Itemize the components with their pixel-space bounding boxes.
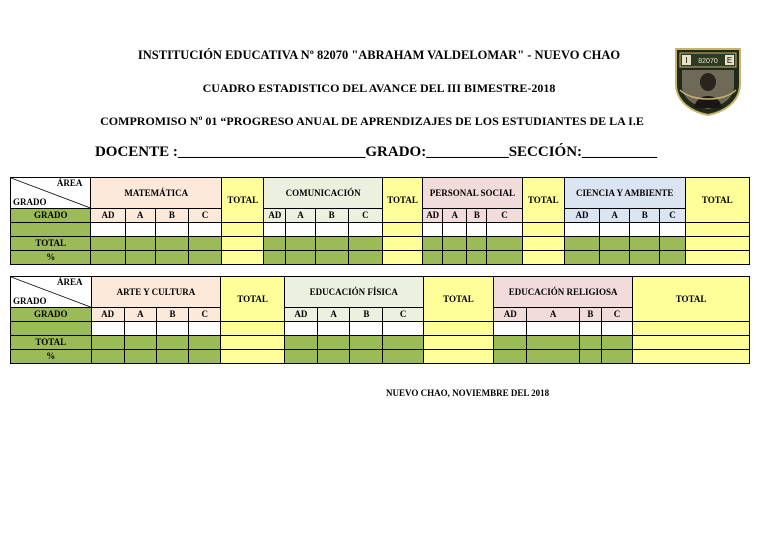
table-cell bbox=[11, 223, 91, 237]
total-header: TOTAL bbox=[423, 277, 493, 322]
table-row-total bbox=[11, 336, 750, 350]
grade-header: GRADO bbox=[11, 209, 91, 223]
table-cell bbox=[318, 350, 350, 364]
table-cell bbox=[527, 322, 579, 336]
table-cell bbox=[11, 322, 92, 336]
level-header: C bbox=[383, 308, 423, 322]
area-grade-corner bbox=[11, 178, 91, 209]
table-cell bbox=[155, 223, 188, 237]
table-cell bbox=[685, 223, 749, 237]
logo-letter-right: E bbox=[726, 56, 733, 65]
table-cell bbox=[315, 251, 348, 265]
table-cell bbox=[423, 223, 443, 237]
table-cell bbox=[630, 223, 660, 237]
table-cell bbox=[467, 223, 487, 237]
level-header: AD bbox=[564, 209, 599, 223]
table-cell bbox=[189, 350, 221, 364]
table-cell bbox=[443, 237, 467, 251]
table-cell bbox=[600, 237, 630, 251]
table-cell bbox=[660, 237, 685, 251]
logo-letter-left: I bbox=[685, 56, 688, 65]
table-cell bbox=[660, 223, 685, 237]
subject-header: PERSONAL SOCIAL bbox=[423, 178, 523, 209]
level-header: B bbox=[315, 209, 348, 223]
level-header: B bbox=[630, 209, 660, 223]
table-cell bbox=[382, 237, 422, 251]
table-cell bbox=[423, 350, 493, 364]
table-cell bbox=[350, 322, 383, 336]
area-grade-corner bbox=[11, 277, 92, 308]
level-header: B bbox=[467, 209, 487, 223]
table-cell bbox=[91, 350, 124, 364]
school-logo bbox=[672, 46, 744, 116]
table-cell bbox=[284, 336, 317, 350]
area-label: ÁREA bbox=[56, 178, 83, 188]
table-cell bbox=[188, 223, 221, 237]
table-cell bbox=[600, 223, 630, 237]
level-header: C bbox=[601, 308, 632, 322]
table-cell bbox=[350, 350, 383, 364]
table-cell bbox=[522, 237, 564, 251]
table-cell bbox=[527, 336, 579, 350]
table-cell bbox=[630, 237, 660, 251]
table-cell bbox=[91, 322, 124, 336]
area-label: ÁREA bbox=[57, 277, 83, 287]
table-cell bbox=[124, 322, 156, 336]
table-cell bbox=[221, 350, 284, 364]
table-cell bbox=[494, 350, 527, 364]
table-cell bbox=[156, 350, 188, 364]
level-header: AD bbox=[264, 209, 286, 223]
table-cell bbox=[382, 251, 422, 265]
table-cell bbox=[601, 336, 632, 350]
level-header: C bbox=[660, 209, 685, 223]
table-cell bbox=[579, 350, 601, 364]
table-row bbox=[11, 322, 750, 336]
total-row-label: TOTAL bbox=[11, 336, 92, 350]
table-cell bbox=[125, 223, 155, 237]
level-header: C bbox=[188, 209, 221, 223]
table-cell bbox=[660, 251, 685, 265]
table-cell bbox=[467, 251, 487, 265]
total-header: TOTAL bbox=[382, 178, 422, 223]
level-header: A bbox=[286, 209, 315, 223]
table-cell bbox=[522, 251, 564, 265]
total-header: TOTAL bbox=[522, 178, 564, 223]
table-cell bbox=[189, 336, 221, 350]
table-cell bbox=[579, 336, 601, 350]
level-header: B bbox=[350, 308, 383, 322]
table-cell bbox=[564, 237, 599, 251]
table-cell bbox=[221, 322, 284, 336]
table-cell bbox=[156, 336, 188, 350]
level-header: AD bbox=[494, 308, 527, 322]
table-cell bbox=[318, 336, 350, 350]
subject-header: EDUCACIÓN RELIGIOSA bbox=[494, 277, 633, 308]
total-row-label: TOTAL bbox=[11, 237, 91, 251]
grade-header: GRADO bbox=[11, 308, 92, 322]
teacher-grade-section-line: DOCENTE :_________________________GRADO:___________SECCIÓN:__________ bbox=[94, 144, 658, 160]
level-header: A bbox=[443, 209, 467, 223]
table-row bbox=[11, 223, 750, 237]
table-row-total bbox=[11, 237, 750, 251]
table-cell bbox=[284, 322, 317, 336]
subject-header: ARTE Y CULTURA bbox=[91, 277, 221, 308]
percent-row-label: % bbox=[11, 350, 92, 364]
subject-header: CIENCIA Y AMBIENTE bbox=[564, 178, 685, 209]
total-header: TOTAL bbox=[685, 178, 749, 223]
table-cell bbox=[348, 237, 382, 251]
table-cell bbox=[286, 223, 315, 237]
table-cell bbox=[487, 223, 522, 237]
table-cell bbox=[286, 237, 315, 251]
report-title: CUADRO ESTADISTICO DEL AVANCE DEL III BIMESTRE-2018 bbox=[202, 81, 556, 95]
table-cell bbox=[564, 251, 599, 265]
table-cell bbox=[286, 251, 315, 265]
table-cell bbox=[633, 350, 750, 364]
subject-header: MATEMÁTICA bbox=[91, 178, 222, 209]
table-cell bbox=[601, 350, 632, 364]
table-cell bbox=[467, 237, 487, 251]
level-header: A bbox=[527, 308, 579, 322]
total-header: TOTAL bbox=[221, 277, 284, 322]
percent-row-label: % bbox=[11, 251, 91, 265]
table-cell bbox=[348, 223, 382, 237]
level-header: B bbox=[155, 209, 188, 223]
table-cell bbox=[188, 237, 221, 251]
table-cell bbox=[155, 237, 188, 251]
table-cell bbox=[315, 237, 348, 251]
table-cell bbox=[443, 251, 467, 265]
table-cell bbox=[494, 336, 527, 350]
table-row-percent bbox=[11, 251, 750, 265]
table-cell bbox=[124, 336, 156, 350]
table-cell bbox=[91, 336, 124, 350]
table-cell bbox=[564, 223, 599, 237]
level-header: A bbox=[318, 308, 350, 322]
table-cell bbox=[125, 237, 155, 251]
level-header: AD bbox=[91, 308, 124, 322]
level-header: C bbox=[487, 209, 522, 223]
table-cell bbox=[156, 322, 188, 336]
table-cell bbox=[348, 251, 382, 265]
total-header: TOTAL bbox=[633, 277, 750, 322]
logo-number: 82070 bbox=[698, 58, 718, 65]
level-header: A bbox=[125, 209, 155, 223]
level-header: C bbox=[189, 308, 221, 322]
table-cell bbox=[125, 251, 155, 265]
table-cell bbox=[315, 223, 348, 237]
table-cell bbox=[264, 237, 286, 251]
grade-label: GRADO bbox=[13, 296, 47, 306]
subject-header: COMUNICACIÓN bbox=[264, 178, 383, 209]
commitment-title: COMPROMISO Nº 01 “PROGRESO ANUAL DE APRENDIZAJES DE LOS ESTUDIANTES DE LA I.E bbox=[100, 114, 644, 128]
place-date: NUEVO CHAO, NOVIEMBRE DEL 2018 bbox=[386, 388, 550, 398]
table-cell bbox=[124, 350, 156, 364]
table-cell bbox=[423, 237, 443, 251]
table-cell bbox=[487, 237, 522, 251]
table-cell bbox=[633, 336, 750, 350]
table-cell bbox=[423, 251, 443, 265]
table-cell bbox=[155, 251, 188, 265]
table-cell bbox=[91, 223, 125, 237]
table-cell bbox=[579, 322, 601, 336]
table-cell bbox=[443, 223, 467, 237]
table-cell bbox=[423, 322, 493, 336]
table-cell bbox=[222, 223, 264, 237]
table-cell bbox=[600, 251, 630, 265]
subject-header: EDUCACIÓN FÍSICA bbox=[284, 277, 423, 308]
table-cell bbox=[522, 223, 564, 237]
table-cell bbox=[318, 322, 350, 336]
level-header: A bbox=[124, 308, 156, 322]
table-cell bbox=[633, 322, 750, 336]
table-cell bbox=[685, 237, 749, 251]
level-header: B bbox=[156, 308, 188, 322]
table-progress-1 bbox=[10, 177, 750, 265]
table-cell bbox=[264, 223, 286, 237]
table-cell bbox=[685, 251, 749, 265]
level-header: AD bbox=[284, 308, 317, 322]
table-cell bbox=[630, 251, 660, 265]
table-cell bbox=[383, 322, 423, 336]
level-header: AD bbox=[423, 209, 443, 223]
level-header: A bbox=[600, 209, 630, 223]
table-cell bbox=[222, 251, 264, 265]
table-cell bbox=[383, 336, 423, 350]
table-cell bbox=[91, 251, 125, 265]
table-cell bbox=[189, 322, 221, 336]
table-cell bbox=[382, 223, 422, 237]
table-cell bbox=[423, 336, 493, 350]
table-cell bbox=[264, 251, 286, 265]
grade-label: GRADO bbox=[13, 197, 47, 207]
table-cell bbox=[383, 350, 423, 364]
level-header: C bbox=[348, 209, 382, 223]
school-name: INSTITUCIÓN EDUCATIVA Nº 82070 "ABRAHAM VALDELOMAR" - NUEVO CHAO bbox=[137, 48, 621, 62]
table-cell bbox=[91, 237, 125, 251]
total-header: TOTAL bbox=[222, 178, 264, 223]
table-progress-2 bbox=[10, 276, 750, 364]
table-row-percent bbox=[11, 350, 750, 364]
table-cell bbox=[188, 251, 221, 265]
table-cell bbox=[350, 336, 383, 350]
table-cell bbox=[494, 322, 527, 336]
table-cell bbox=[284, 350, 317, 364]
table-cell bbox=[487, 251, 522, 265]
level-header: B bbox=[579, 308, 601, 322]
table-cell bbox=[527, 350, 579, 364]
table-cell bbox=[221, 336, 284, 350]
level-header: AD bbox=[91, 209, 125, 223]
table-cell bbox=[601, 322, 632, 336]
table-cell bbox=[222, 237, 264, 251]
